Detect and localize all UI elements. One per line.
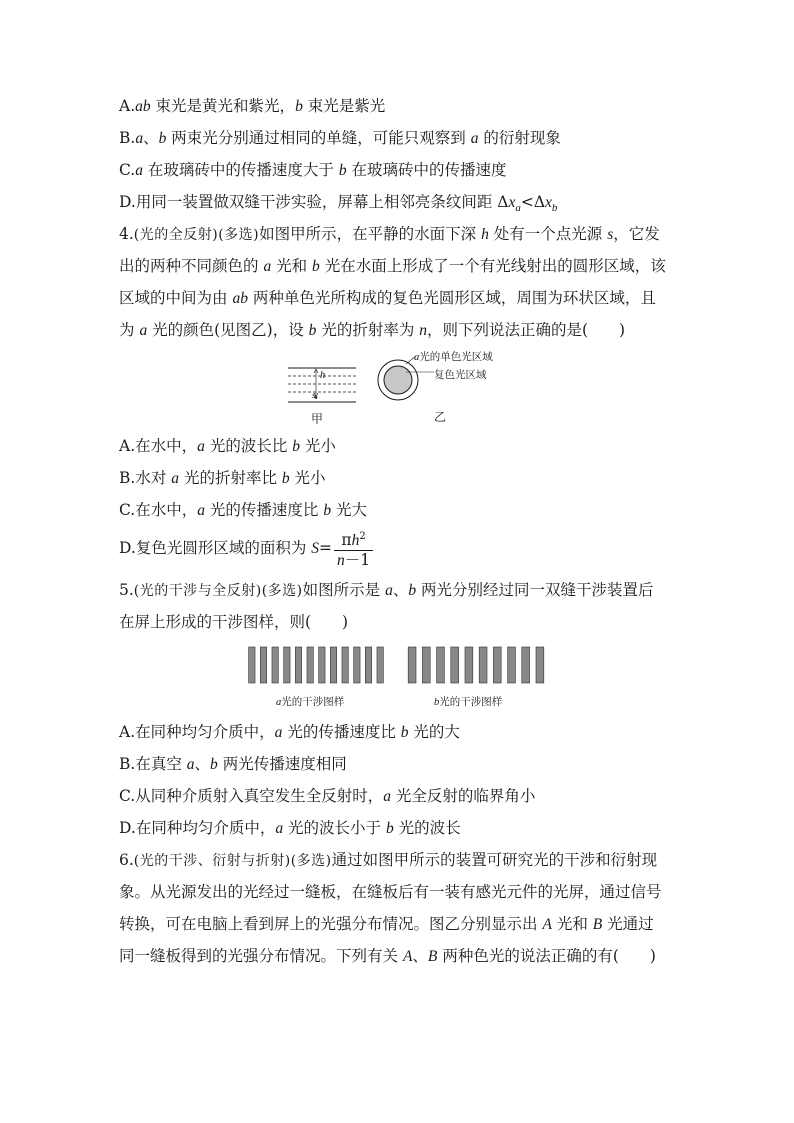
fig-label-s: s bbox=[312, 390, 316, 400]
q6-stem-line-2: 象。从光源发出的光经过一缝板，在缝板后有一装有感光元件的光屏，通过信号 bbox=[119, 883, 662, 901]
pattern-b-fringe bbox=[536, 647, 544, 683]
q6-stem-line-3: 转换，可在电脑上看到屏上的光强分布情况。图乙分别显示出 A 光和 B 光通过 bbox=[119, 915, 654, 933]
pattern-b-fringe bbox=[465, 647, 473, 683]
pattern-b-fringe bbox=[479, 647, 487, 683]
interference-pattern-a bbox=[246, 646, 386, 684]
pattern-a-fringe bbox=[284, 647, 290, 683]
caption-yi: 乙 bbox=[434, 410, 447, 424]
area-fraction: $\frac{\pi h^2}{n-1}$ bbox=[334, 528, 373, 570]
q4-option-c: C.在水中，a 光的传播速度比 b 光大 bbox=[119, 501, 368, 519]
caption-pattern-a: a光的干涉图样 bbox=[276, 696, 345, 708]
q4-stem-line-1: 4.(光的全反射)(多选)如图甲所示，在平静的水面下深 h 处有一个点光源 s，它发 bbox=[119, 225, 660, 243]
q6-stem-line-4: 同一缝板得到的光强分布情况。下列有关 A、B 两种色光的说法正确的有( ) bbox=[119, 947, 656, 965]
q4-option-b: B.水对 a 光的折射率比 b 光小 bbox=[119, 469, 326, 487]
fig-label-h: h bbox=[320, 370, 326, 381]
q4-stem-line-2: 出的两种不同颜色的 a 光和 b 光在水面上形成了一个有光线射出的圆形区域，该 bbox=[119, 257, 666, 275]
q5-option-c: C.从同种介质射入真空发生全反射时，a 光全反射的临界角小 bbox=[119, 787, 536, 805]
caption-pattern-b: b光的干涉图样 bbox=[434, 696, 503, 708]
q5-stem-line-1: 5.(光的干涉与全反射)(多选)如图所示是 a、b 两光分别经过同一双缝干涉装置后 bbox=[119, 581, 654, 599]
pattern-b-fringe bbox=[437, 647, 445, 683]
prev-option-a: A.ab 束光是黄光和紫光，b 束光是紫光 bbox=[119, 97, 386, 115]
pattern-a-fringe bbox=[249, 647, 255, 683]
pattern-a-fringe bbox=[295, 647, 301, 683]
q4-stem-line-4: 为 a 光的颜色(见图乙)，设 b 光的折射率为 n，则下列说法正确的是( ) bbox=[119, 321, 626, 339]
q4-stem-line-3: 区域的中间为由 ab 两种单色光所构成的复色光圆形区域，周围为环状区域，且 bbox=[119, 289, 656, 307]
q6-stem-line-1: 6.(光的干涉、衍射与折射)(多选)通过如图甲所示的装置可研究光的干涉和衍射现 bbox=[119, 851, 658, 869]
pattern-a-fringe bbox=[354, 647, 360, 683]
pattern-b-fringe bbox=[508, 647, 516, 683]
prev-option-d: D.用同一装置做双缝干涉实验，屏幕上相邻亮条纹间距 $\Delta x_a<\Delta x_b$ bbox=[119, 193, 558, 215]
pattern-a-fringe bbox=[307, 647, 313, 683]
pattern-a-fringe bbox=[272, 647, 278, 683]
pattern-a-fringe bbox=[260, 647, 266, 683]
q4-option-d: D.复色光圆形区域的面积为 S= $\frac{\pi h^2}{n-1}$ bbox=[119, 528, 373, 570]
pattern-a-fringe bbox=[330, 647, 336, 683]
figure-jia-water-diagram bbox=[286, 362, 358, 406]
prev-option-c: C.a 在玻璃砖中的传播速度大于 b 在玻璃砖中的传播速度 bbox=[119, 161, 507, 179]
q5-option-d: D.在同种均匀介质中，a 光的波长小于 b 光的波长 bbox=[119, 819, 461, 837]
pattern-b-fringe bbox=[522, 647, 530, 683]
q5-option-b: B.在真空 a、b 两光传播速度相同 bbox=[119, 755, 347, 773]
caption-jia: 甲 bbox=[311, 412, 324, 426]
pattern-a-fringe bbox=[377, 647, 383, 683]
q4-option-a: A.在水中，a 光的波长比 b 光小 bbox=[119, 437, 336, 455]
pattern-a-fringe bbox=[365, 647, 371, 683]
pattern-b-fringe bbox=[422, 647, 430, 683]
label-center-region: 复色光区域 bbox=[434, 369, 487, 381]
interference-pattern-b bbox=[405, 646, 547, 684]
pattern-b-fringe bbox=[493, 647, 501, 683]
pattern-b-fringe bbox=[408, 647, 416, 683]
q5-option-a: A.在同种均匀介质中，a 光的传播速度比 b 光的大 bbox=[119, 723, 460, 741]
label-ring-region: a光的单色光区域 bbox=[414, 351, 493, 363]
pattern-a-fringe bbox=[319, 647, 325, 683]
pattern-a-fringe bbox=[342, 647, 348, 683]
prev-option-b: B.a、b 两束光分别通过相同的单缝，可能只观察到 a 的衍射现象 bbox=[119, 129, 561, 147]
q5-stem-line-2: 在屏上形成的干涉图样，则( ) bbox=[119, 613, 349, 631]
pattern-b-fringe bbox=[451, 647, 459, 683]
